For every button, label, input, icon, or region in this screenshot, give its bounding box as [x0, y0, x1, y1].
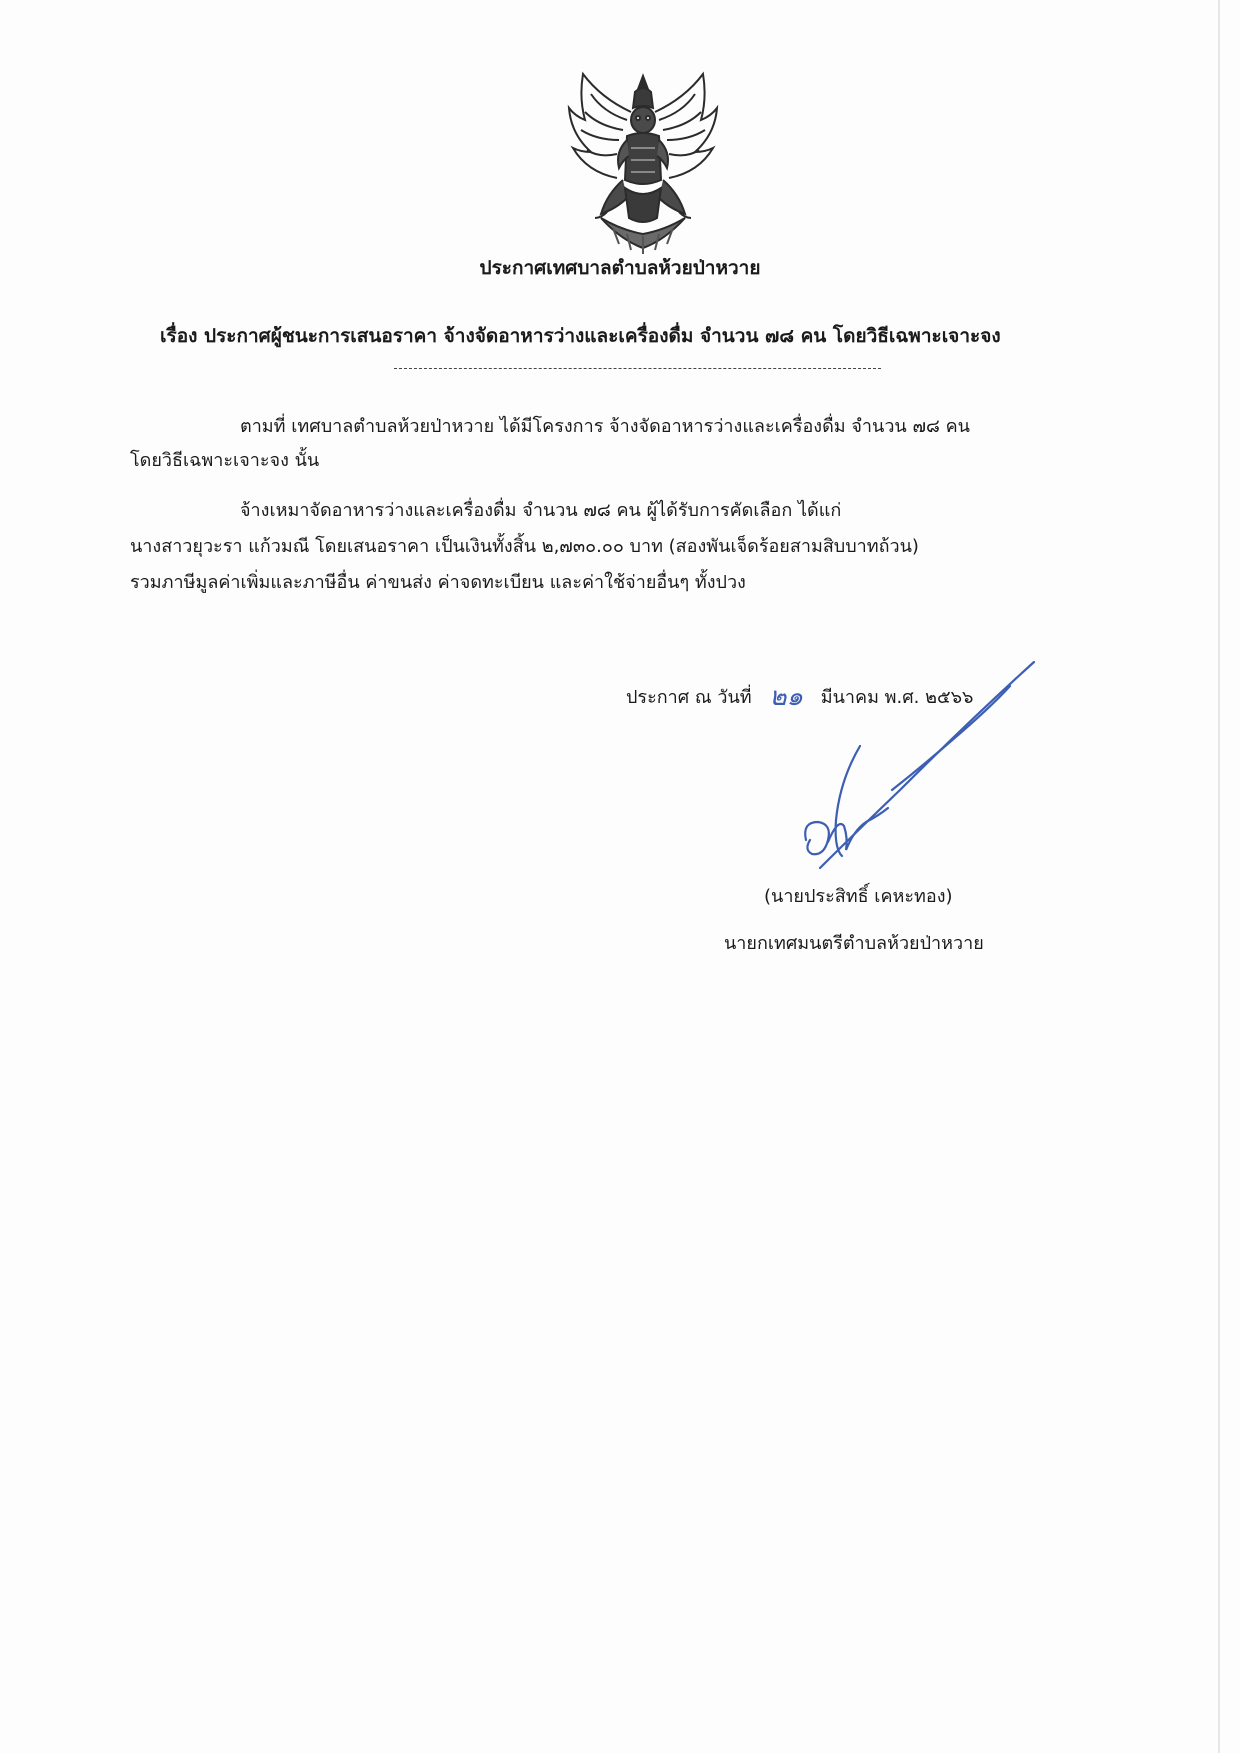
- announcement-subject: เรื่อง ประกาศผู้ชนะการเสนอราคา จ้างจัดอาหารว่างและเครื่องดื่ม จำนวน ๗๘ คน โดยวิธีเฉพาะเจาะจง: [160, 325, 1001, 347]
- date-month-year: มีนาคม พ.ศ. ๒๕๖๖: [820, 687, 974, 708]
- date-day-handwritten: ๒๑: [769, 682, 804, 712]
- garuda-emblem-icon: [561, 68, 725, 256]
- signatory-name: (นายประสิทธิ์ เคหะทอง): [764, 886, 953, 907]
- announcement-heading: ประกาศเทศบาลตำบลห้วยป่าหวาย: [479, 257, 761, 279]
- heading-separator: [394, 368, 881, 369]
- handwritten-signature-icon: [780, 650, 1040, 880]
- paragraph1-line2: โดยวิธีเฉพาะเจาะจง นั้น: [130, 450, 320, 471]
- paragraph2-line1: จ้างเหมาจัดอาหารว่างและเครื่องดื่ม จำนวน ๗๘ คน ผู้ได้รับการคัดเลือก ได้แก่: [240, 500, 842, 521]
- signatory-title: นายกเทศมนตรีตำบลห้วยป่าหวาย: [724, 933, 984, 954]
- paragraph2-line3: รวมภาษีมูลค่าเพิ่มและภาษีอื่น ค่าขนส่ง ค่าจดทะเบียน และค่าใช้จ่ายอื่นๆ ทั้งปวง: [130, 572, 746, 593]
- date-prefix: ประกาศ ณ วันที่: [626, 687, 752, 708]
- paragraph2-line2: นางสาวยุวะรา แก้วมณี โดยเสนอราคา เป็นเงินทั้งสิ้น ๒,๗๓๐.๐๐ บาท (สองพันเจ็ดร้อยสามสิบบาทถ้วน): [130, 536, 919, 557]
- paragraph1-line1: ตามที่ เทศบาลตำบลห้วยป่าหวาย ได้มีโครงการ จ้างจัดอาหารว่างและเครื่องดื่ม จำนวน ๗๘ คน: [240, 416, 970, 437]
